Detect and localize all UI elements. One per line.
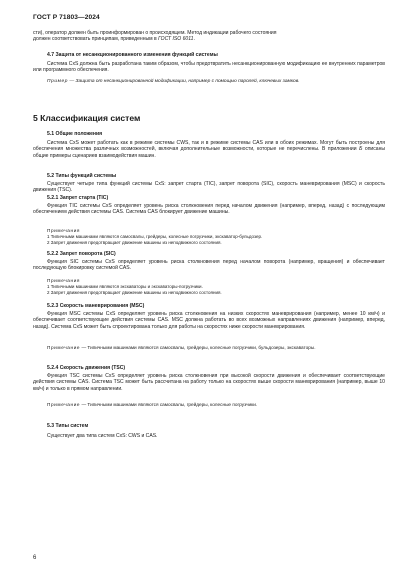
section-5-1-body — [33, 140, 385, 159]
intro-text: должен соответствовать принципам, приведенным в — [33, 36, 159, 43]
example-text: — Защита от несанкционированной модификации, например с помощью паролей, ключевых замков. — [68, 79, 300, 84]
intro-end: . — [193, 36, 195, 43]
note-paragraph — [33, 345, 385, 351]
section-5-2-4-body — [33, 373, 385, 392]
section-5-2-3-heading: 5.2.3 Скорость маневрирования (MSC) — [47, 303, 145, 309]
section-5-2-heading: 5.2 Типы функций системы — [47, 173, 117, 179]
section-5-2-1-notes — [33, 228, 385, 246]
note-2: 2 Запрет движения предотвращает движение машины из неподвижного состояния. — [47, 240, 222, 246]
section-5-3-body — [33, 433, 385, 439]
section-5-3-heading: 5.3 Типы систем — [47, 423, 89, 429]
section-4-7-heading: 4.7 Защита от несанкционированного изменения функций системы — [47, 52, 218, 58]
standard-reference: ГОСТ ISO 6011 — [158, 36, 194, 43]
section-5-2-4-note — [33, 402, 385, 408]
section-5-3-text: Существует два типа систем CxS: CWS и CAS. — [47, 433, 158, 439]
section-5-1-text-a: Система CxS может работать как в режиме системы CWS, так и в режиме системы CAS или в обоих режимах. Могут быть построены для обеспечения множества различных возможностей, включая дополнительные возможности, которые не перечислены. В приложении — [33, 140, 385, 153]
document-header: ГОСТ Р 71803—2024 — [33, 14, 100, 21]
note-1: 1 Типичными машинами являются экскаваторы и экскаваторы-погрузчики. — [47, 284, 203, 290]
intro-line-2 — [33, 36, 385, 42]
section-5-2-body — [33, 181, 385, 194]
note-label: Примечание — [47, 345, 81, 350]
example-label: Пример — [47, 79, 69, 84]
section-5-2-2-body — [33, 259, 385, 272]
notes-title: Примечания — [47, 278, 81, 283]
intro-line-1: сти), оператор должен быть проинформирован о происходящем. Метод индикации рабочего состояния — [33, 30, 277, 36]
section-4-7-text: Система CxS должна быть разработана таким образом, чтобы предотвратить несанкционированную модификацию ее внутренних параметров или программного обеспечения. — [33, 61, 385, 74]
section-5-2-3-text: Функция MSC системы CxS определяет уровень риска столкновения на низких скоростях маневрирования (например, менее 10 км/ч) и обеспечивает соответствующие действия системы CAS. MSC должна работать во всех возможных направлениях движения (например, вперед, назад). Система CxS может быть спроектирована только для работы на скоростях ниже скорости маневрирования. — [33, 311, 385, 330]
section-5-2-2-text: Функция SIC системы CxS определяет уровень риска столкновения перед началом поворота (например, вращения) и обеспечивает последующую блокировку системой CAS. — [33, 259, 385, 272]
section-5-2-4-heading: 5.2.4 Скорость движения (TSC) — [47, 365, 126, 371]
appendix-reference: Б — [359, 146, 363, 153]
notes-title: Примечания — [47, 228, 81, 233]
section-5-2-1-body — [33, 203, 385, 216]
note-text: — Типичными машинами являются самосвалы, грейдеры, колесные погрузчики, бульдозеры, экскаваторы. — [80, 345, 316, 350]
section-4-7-body — [33, 61, 385, 74]
section-5-2-3-body — [33, 311, 385, 330]
note-text: — Типичными машинами являются самосвалы, грейдеры, колесные погрузчики. — [80, 402, 258, 407]
section-5-2-4-text: Функция TSC системы CxS определяет уровень риска столкновения при высокой скорости движения и обеспечивает соответствующие действия системы CAS. Система TSC может быть рассчитана на работу только на скоростях выше скорости маневрирования (например, выше 10 км/ч) и только в прямом направлении. — [33, 373, 385, 392]
section-5-1-text-c: описаны общие примеры сценариев взаимодействия машин. — [33, 146, 385, 159]
intro-paragraph — [33, 30, 385, 43]
section-4-7-example — [33, 79, 385, 85]
note-label: Примечание — [47, 402, 81, 407]
section-5-heading: 5 Классификация систем — [33, 113, 141, 123]
section-5-2-1-heading: 5.2.1 Запрет старта (TIC) — [47, 195, 109, 201]
section-5-2-3-note — [33, 345, 385, 351]
note-2: 2 Запрет движения предотвращает движение машины из неподвижного состояния. — [47, 290, 222, 296]
section-5-2-text: Существует четыре типа функций системы CxS: запрет старта (TIC), запрет поворота (SIC), скорость маневрирования (MSC) и скорость движения (TSC). — [33, 181, 385, 194]
section-5-1-heading: 5.1 Общие положения — [47, 131, 103, 137]
section-5-1-text — [33, 140, 385, 159]
page-number: 6 — [33, 555, 37, 561]
note-1: 1 Типичными машинами являются самосвалы, грейдеры, колесные погрузчики, экскаватор-бульдозер. — [47, 234, 263, 240]
section-5-2-2-notes — [33, 278, 385, 296]
section-5-2-1-text: Функция TIC системы CxS определяет уровень риска столкновения перед началом движения (например, вперед, назад) с последующим обеспечением действия системы CAS. Система CAS блокирует движение машины. — [33, 203, 385, 216]
example-paragraph — [33, 79, 385, 85]
section-5-2-2-heading: 5.2.2 Запрет поворота (SIC) — [47, 251, 116, 257]
note-paragraph — [33, 402, 385, 408]
